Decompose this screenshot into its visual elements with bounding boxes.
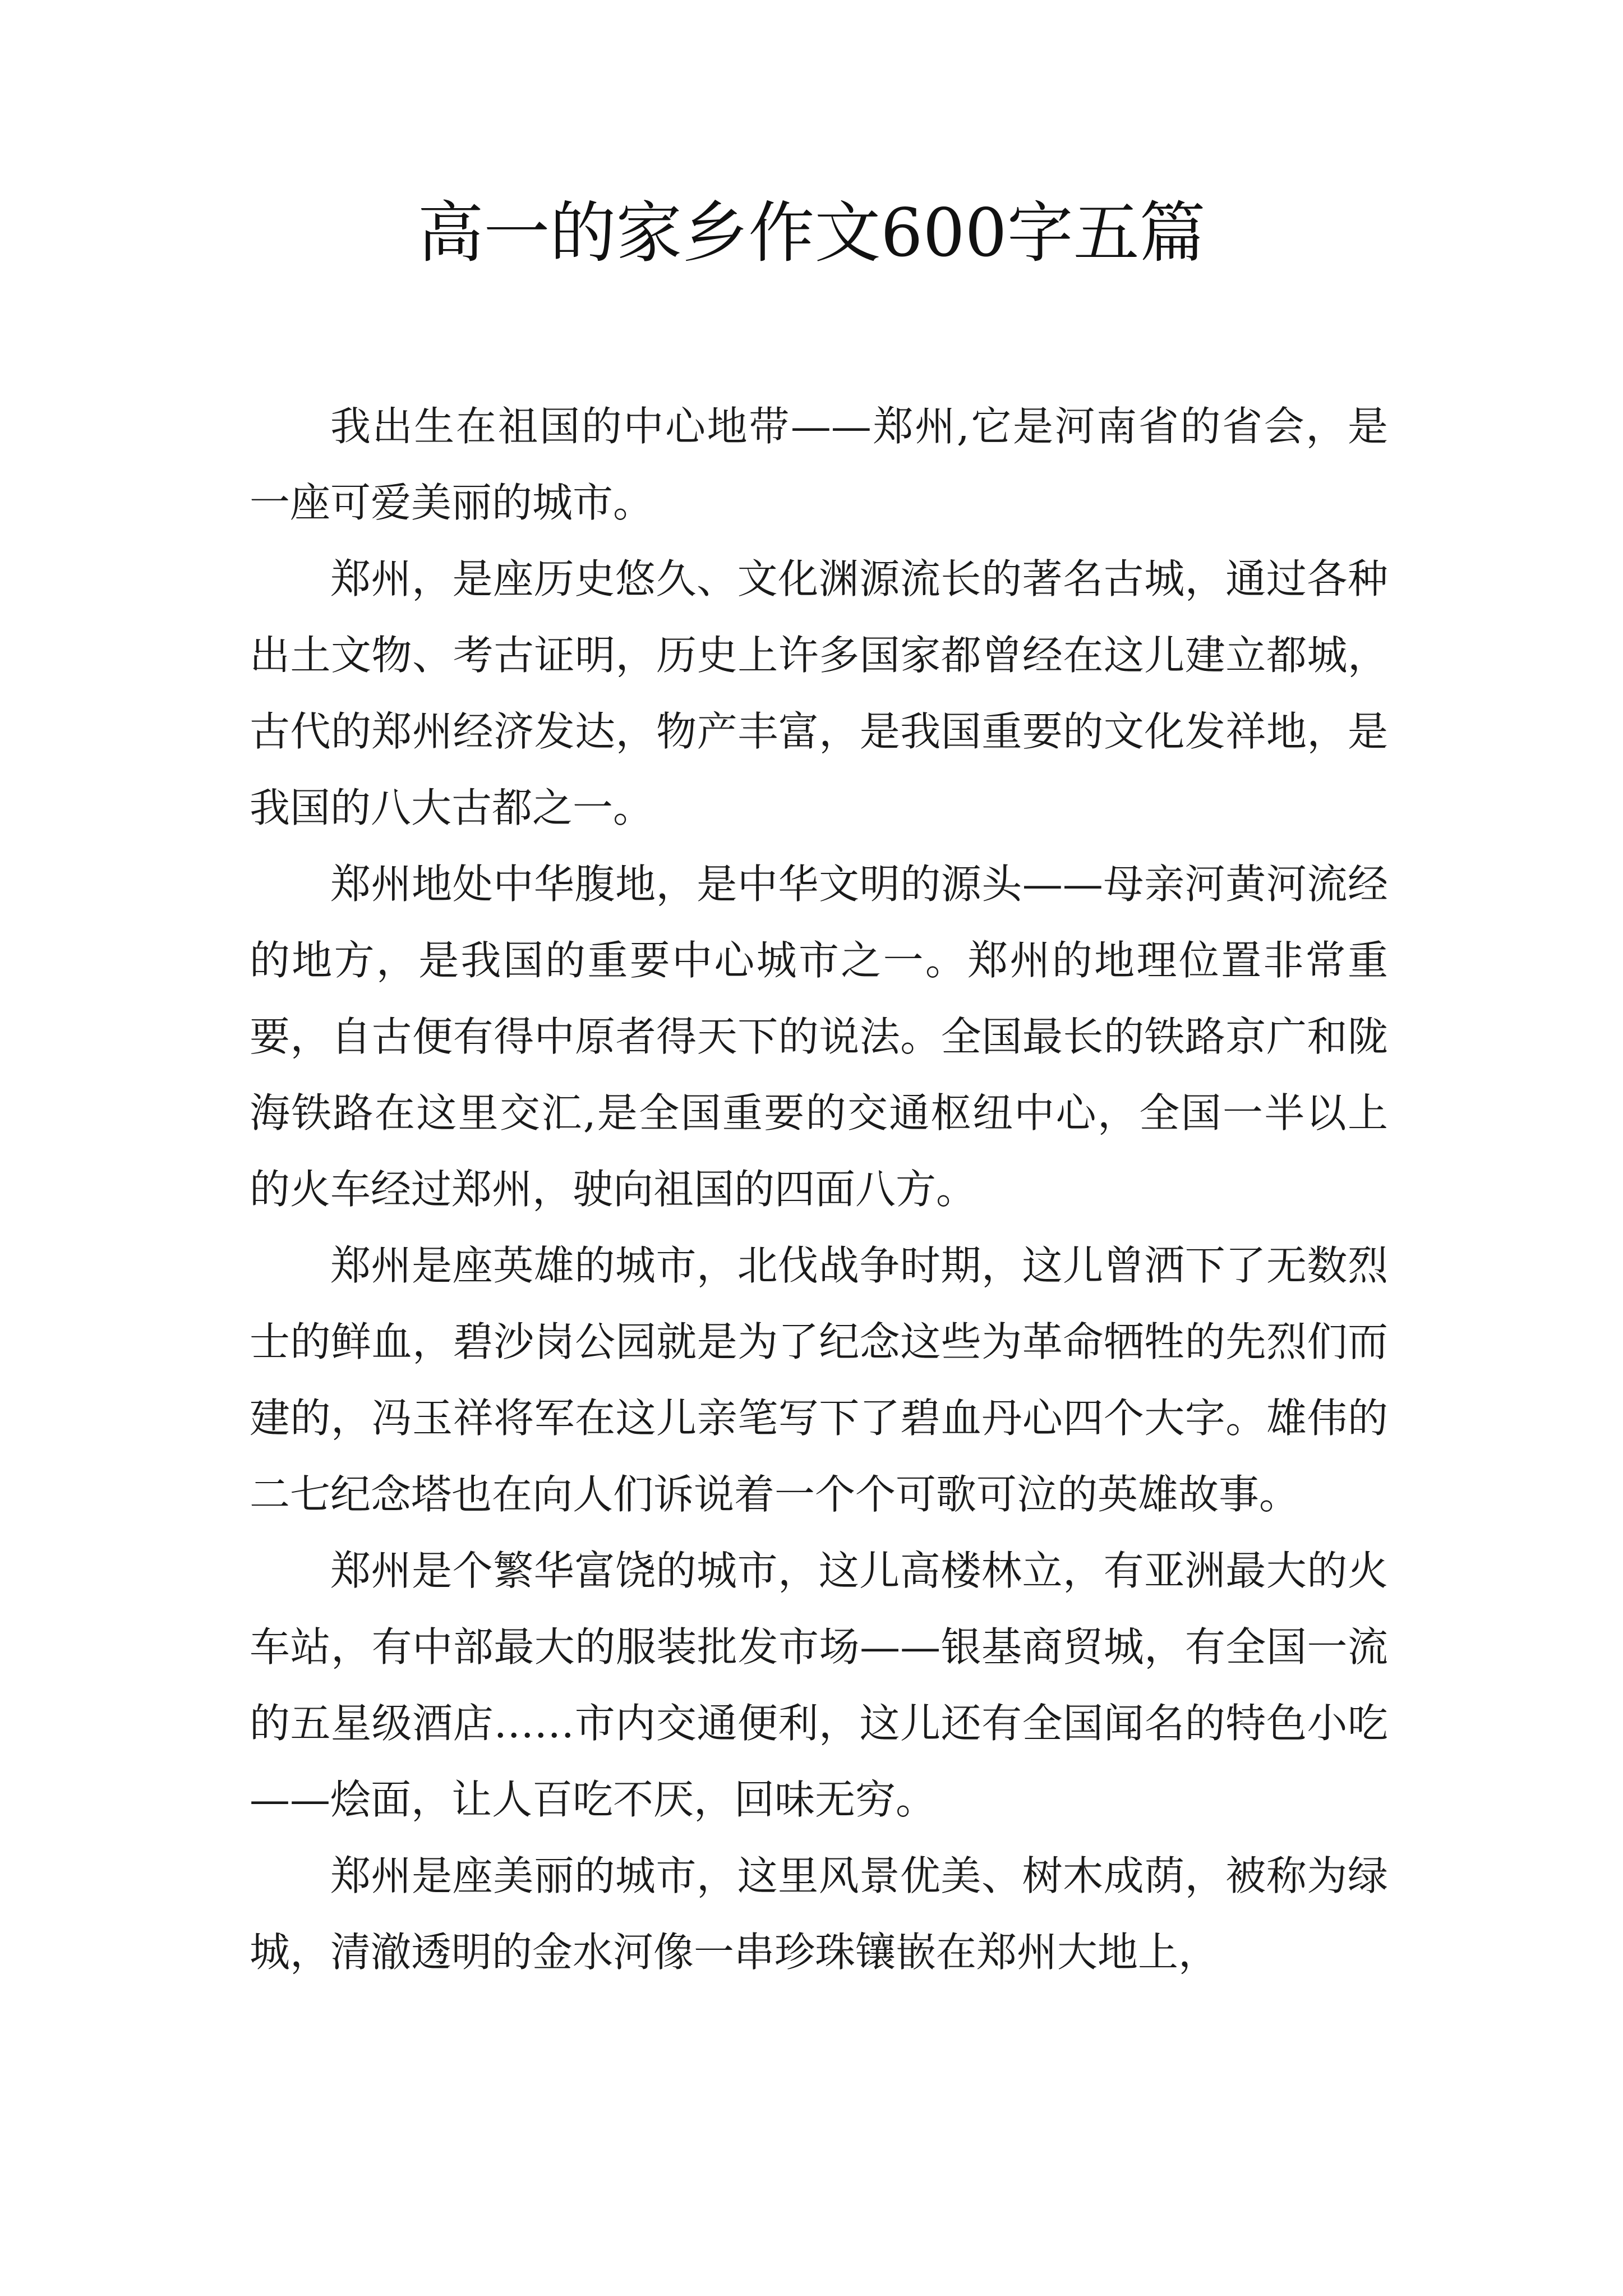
paragraph: 郑州是座英雄的城市，北伐战争时期，这儿曾洒下了无数烈士的鲜血，碧沙岗公园就是为了纪念这些为革命牺牲的先烈们而建的，冯玉祥将军在这儿亲笔写下了碧血丹心四个大字。雄伟的二七纪念塔也在向人们诉说着一个个可歌可泣的英雄故事。 — [250, 1242, 1388, 1518]
paragraph: 郑州地处中华腹地，是中华文明的源头——母亲河黄河流经的地方，是我国的重要中心城市之一。郑州的地理位置非常重要，自古便有得中原者得天下的说法。全国最长的铁路京广和陇海铁路在这里交汇,是全国重要的交通枢纽中心，全国一半以上的火车经过郑州，驶向祖国的四面八方。 — [250, 861, 1388, 1213]
document-body — [250, 388, 1388, 1990]
document-title: 高一的家乡作文600字五篇 — [417, 194, 1206, 272]
paragraph: 郑州是座美丽的城市，这里风景优美、树木成荫，被称为绿城，清澈透明的金水河像一串珍珠镶嵌在郑州大地上， — [250, 1852, 1388, 1976]
paragraph: 郑州，是座历史悠久、文化渊源流长的著名古城，通过各种出土文物、考古证明，历史上许多国家都曾经在这儿建立都城，古代的郑州经济发达，物产丰富，是我国重要的文化发祥地，是我国的八大古都之一。 — [250, 555, 1388, 831]
paragraph: 郑州是个繁华富饶的城市，这儿高楼林立，有亚洲最大的火车站，有中部最大的服装批发市场——银基商贸城，有全国一流的五星级酒店……市内交通便利，这儿还有全国闻名的特色小吃——烩面，让人百吃不厌，回味无穷。 — [250, 1547, 1388, 1823]
paragraph: 我出生在祖国的中心地带——郑州,它是河南省的省会，是一座可爱美丽的城市。 — [250, 403, 1388, 526]
